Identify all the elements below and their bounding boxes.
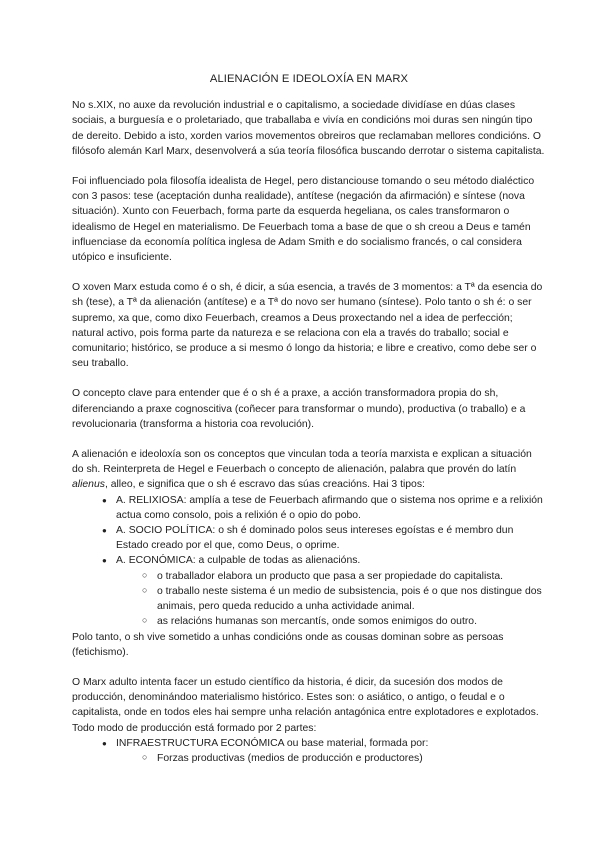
paragraph-context: No s.XIX, no auxe da revolución industrial e o capitalismo, a sociedade dividíase en dúas clases sociais, a burguesía e o proletariado, que traballaba e vivía en condicións moi duras sen ningún tipo de dereito. Debido a isto, xorden varios movementos obreiros que reclamaban mellores condicións. O filósofo alemán Karl Marx, desenvolverá a súa teoría filosófica buscando derrotar o sistema capitalista. (72, 100, 545, 157)
list-item-economic (102, 553, 546, 629)
document-title: ALIENACIÓN E IDEOLOXÍA EN MARX (209, 73, 409, 85)
paragraph-gap (72, 159, 546, 174)
economic-subitems-list (116, 569, 546, 630)
production-parts-list (72, 736, 546, 766)
paragraph-gap (72, 265, 546, 280)
list-item-infrastructure (102, 736, 546, 766)
list-item-socio-political: ● A. SOCIO POLÍTICA: o sh é dominado polos seus intereses egoístas e é membro dun Estado creado por el que, como Deus, o oprime. (102, 523, 546, 553)
economic-label: A. ECONÓMICA: a culpable de todas as alienacións. (116, 555, 361, 567)
paragraph-human-essence: O xoven Marx estuda como é o sh, é dicir, a súa esencia, a través de 3 momentos: a Tª da esencia do sh (tese), a Tª da alienación (antítese) e a Tª do novo ser humano (síntese). Polo tanto o sh é: o ser supremo, xa que, como dixo Feuerbach, creamos a Deus proxectando nel a idea de perfección; natural activo, pois forma parte da natureza e se relaciona con ela a través do traballo; social e comunitario; histórico, se produce a si mesmo ó longo da historia; e libre e creativo, como debe ser o seu traballo. (72, 282, 543, 370)
paragraph-influences: Foi influenciado pola filosofía idealista de Hegel, pero distanciouse tomando o seu método dialéctico con 3 pasos: tese (aceptación dunha realidade), antítese (negación da afirmación) e síntese (nova situación). Xunto con Feuerbach, forma parte da esquerda hegeliana, os cales transformaron o idealismo de Hegel en materialismo. De Feuerbach toma a base de que o sh creou a Deus e tamén influenciase da economía política inglesa de Adam Smith e do socialismo francés, o cal considera utópico e insuficiente. (72, 176, 535, 264)
paragraph-gap (72, 432, 546, 447)
sublist-item: ○ Forzas productivas (medios de producción e productores) (142, 751, 546, 766)
infrastructure-subitems-list (116, 751, 546, 766)
infrastructure-label: INFRAESTRUCTURA ECONÓMICA ou base material, formada por: (116, 737, 429, 749)
paragraph-modes-parts: Todo modo de producción está formado por 2 partes: (72, 722, 317, 734)
list-item-religious: ● A. RELIXIOSA: amplía a tese de Feuerbach afirmando que o sistema nos oprime e a relixión actua como consolo, pois a relixión é o opio do pobo. (102, 493, 546, 523)
paragraph-historical-materialism: O Marx adulto intenta facer un estudo científico da historia, é dicir, da sucesión dos modos de producción, denominándoo materialismo histórico. Estes son: o asiático, o antigo, o feudal e o capitalista, onde en todos eles hai sempre unha relación antagónica entre explotadores e explotados. (72, 676, 539, 719)
sublist-item: ○ o traballador elabora un producto que pasa a ser propiedade do capitalista. (142, 569, 546, 584)
alienus-term: alienus (72, 479, 105, 491)
paragraph-gap (72, 371, 546, 386)
paragraph-gap (72, 660, 546, 675)
paragraph-praxis: O concepto clave para entender que é o sh é a praxe, a acción transformadora propia do sh, diferenciando a praxe cognoscitiva (coñecer para transformar o mundo), productiva (o traballo) e a revolucionaria (transforma a historia coa revolución). (72, 388, 526, 430)
sublist-item: ○ o traballo neste sistema é un medio de subsistencia, pois é o que nos distingue dos animais, pero queda reducido a unha actividade animal. (142, 584, 546, 614)
alienation-text-end: , alleo, e significa que o sh é escravo das súas creacións. Hai 3 tipos: (104, 479, 425, 491)
alienation-text-start: A alienación e ideoloxía son os conceptos que vinculan toda a teoría marxista e explican a situación do sh. Reinterpreta de Hegel e Feuerbach o concepto de alienación, palabra que provén do latín (72, 449, 532, 476)
sublist-item: ○ as relacións humanas son mercantís, onde somos enimigos do outro. (142, 614, 546, 629)
paragraph-alienation (72, 447, 546, 493)
paragraph-fetishism: Polo tanto, o sh vive sometido a unhas condicións onde as cousas dominan sobre as persoas (fetichismo). (72, 631, 504, 658)
alienation-types-list (72, 493, 546, 630)
